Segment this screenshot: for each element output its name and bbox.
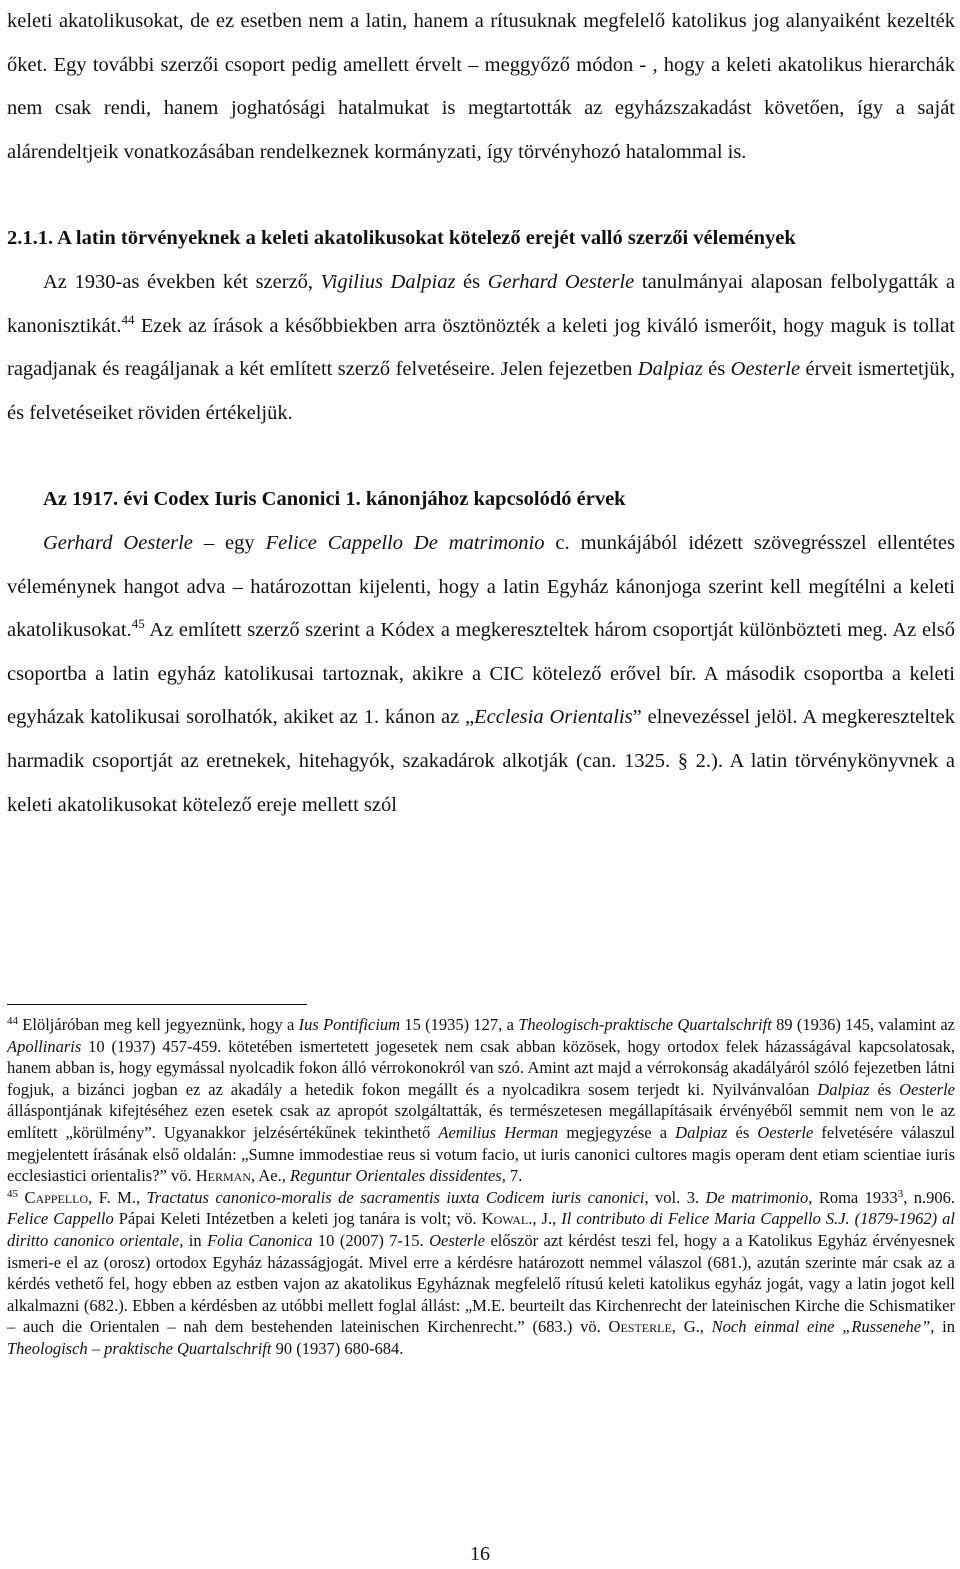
text-run: , Ae., <box>251 1166 290 1186</box>
text-run: Apollinaris <box>7 1036 82 1056</box>
text-run: és <box>702 358 731 381</box>
text-run: ., J., <box>528 1209 562 1229</box>
text-run: Oesterle <box>899 1079 956 1099</box>
author-name: Vigilius Dalpiaz <box>320 270 456 293</box>
text-run: 10 (2007) 7-15. <box>312 1230 430 1250</box>
text-run: és <box>869 1079 900 1099</box>
text-run: Ezek az írások a későbbiekben arra ösztönözték a keleti jog kiváló ismerőit, hogy maguk is tollat ragadjanak és reagáljanak a két említett szerző felvetéseire. Jelen fejezetben <box>7 314 955 381</box>
text-run: Folia Canonica <box>207 1230 313 1250</box>
text-run: 7. <box>505 1166 523 1186</box>
term: Ecclesia Orientalis <box>474 706 633 729</box>
text-run: Pápai Keleti Intézetben a keleti jog tanára is volt; vö. <box>113 1209 482 1229</box>
text-run: és <box>455 270 488 293</box>
text-run: felvetésére válaszul megjelentett írásának első oldalán: „Sumne immodestiae reus si votum facio, ut iuris canonici cultores magis operam dent etiam scientiae iuris ecclesiastici orientalis?” vö. <box>7 1122 956 1186</box>
text-run: Elöljáróban meg kell jegyeznünk, hogy a <box>18 1015 299 1034</box>
paragraph-section1 <box>7 261 955 435</box>
text-run: , vol. 3. <box>644 1187 706 1207</box>
document-page <box>7 0 955 827</box>
text-run: in <box>183 1230 208 1250</box>
text-run: Reguntur Orientales dissidentes, <box>290 1166 506 1186</box>
text-run: álláspontjának kifejtéséhez ezen esetek csak az apropót szolgáltatták, és természetesen megállapításaik érvényéből semmit nem von le az említett „körülmény”. Ugyanakkor jelzésértékűnek tekinthető <box>7 1101 955 1142</box>
text-run: Herman <box>195 1166 252 1186</box>
text-run: 15 (1935) 127, a <box>400 1015 519 1034</box>
text-run: Az 1930-as években két szerző, <box>43 270 321 293</box>
text-run: De matrimonio <box>705 1187 809 1207</box>
text-run: először azt kérdést teszi fel, hogy a a Katolikus Egyház érvényesnek ismeri-e el az (orosz) ortodox Egyház házasságjogát. Mivel erre a kérdésre határozott nemmel válaszol (681.), azután szerinte már csak az a kérdés vethető fel, hogy ebben az estben vajon az akatolikus Egyháznak megfelelő rítusú keleti katolikus egyház jogát, vagy a latin jogot kell alkalmazni (682.). Ebben a kérdésben az utóbbi mellett foglal állást: „M.E. beurteilt das Kirchenrecht der lateinischen Kirche die Schismatiker – auch die Orientalen – nah dem bestehenden lateinischen Kirchenrecht.” (683.) vö. <box>7 1230 955 1337</box>
paragraph-intro: keleti akatolikusokat, de ez esetben nem a latin, hanem a rítusuknak megfelelő katolikus jog alanyaiként kezelték őket. Egy további szerzői csoport pedig amellett érvelt – meggyőző módon - , hogy a keleti akatolikus hierarchák nem csak rendi, hanem joghatósági hatalmukat is megtartották az egyházszakadást követően, így a saját alárendeltjeik vonatkozásában rendelkeznek kormányzati, így törvényhozó hatalommal is. <box>7 10 955 163</box>
text-run: , Roma 1933 <box>808 1187 898 1207</box>
text-run: 90 (1937) 680-684. <box>271 1338 404 1358</box>
text-run: Felice Cappello <box>7 1209 114 1229</box>
text-run: tanulmányai alaposan felbolygatták a kanonisztikát. <box>7 270 956 337</box>
text-run: Theologisch – praktische Quartalschrift <box>7 1338 272 1358</box>
text-run: 10 (1937) 457-459. kötetében ismertetett jogesetek nem csak abban közösek, hogy ortodox felek házasságával kapcsolatosak, hanem abban is, hogy egymással nyolcadik fokon álló vérrokonokról van szó. Amint azt majd a vérrokonság akadályáról szóló fejezetben látni fogjuk, a bizánci jogban ez az akadály a hetedik fokon megállt és a nyolcadikra sosem terjedt ki. Nyilvánvalóan <box>7 1036 955 1099</box>
text-run: , n.906. <box>903 1187 956 1207</box>
footnote-44 <box>7 1014 955 1187</box>
text-run: c. munkájából idézett szövegrésszel ellentétes véleménynek hangot adva – határozottan kijelenti, hogy a latin Egyház kánonjoga szerint kell megítélni a keleti akatolikusokat. <box>7 531 955 642</box>
text-run: Aemilius Herman <box>438 1122 559 1142</box>
text-run: Noch einmal eine „Russenehe” <box>711 1317 931 1337</box>
text-run: 89 (1936) 145, valamint az <box>771 1015 955 1034</box>
author-name: Gerhard Oesterle <box>487 270 635 293</box>
section-heading-codex: Az 1917. évi Codex Iuris Canonici 1. kánonjához kapcsolódó érvek <box>43 488 626 511</box>
footnote-ref-44[interactable]: 44 <box>121 311 135 327</box>
text-run: Kowal <box>481 1209 529 1229</box>
paragraph-section2 <box>7 522 955 827</box>
text-run: – egy <box>192 531 266 554</box>
text-run: Il contributo di Felice Maria Cappello S.J. (1879-1962) al diritto canonico orientale, <box>7 1209 955 1250</box>
page-number: 16 <box>470 1543 490 1565</box>
author-name: Oesterle <box>730 358 801 381</box>
text-run: Oesterle <box>608 1317 672 1337</box>
text-run: Dalpiaz <box>675 1122 728 1142</box>
footnote-separator <box>7 1004 307 1005</box>
text-run: megjegyzése a <box>558 1122 676 1142</box>
edition-superscript: 3 <box>897 1187 904 1200</box>
text-run: Oesterle <box>429 1230 486 1250</box>
text-run: Theologisch-praktische Quartalschrift <box>518 1015 772 1034</box>
text-run: Oesterle <box>757 1122 814 1142</box>
text-run: , in <box>930 1317 955 1337</box>
footnote-ref-45[interactable]: 45 <box>131 616 145 632</box>
text-run: ” elnevezéssel jelöl. A megkereszteltek harmadik csoportját az eretnekek, hitehagyók, szakadárok alkotják (can. 1325. § 2.). A latin törvénykönyvnek a keleti akatolikusokat kötelező ereje mellett szól <box>7 706 955 816</box>
text-run: Az említett szerző szerint a Kódex a megkereszteltek három csoportját különbözteti meg. Az első csoportba a latin egyház katolikusai tartoznak, akikre a CIC kötelező erővel bír. A második csoportba a keleti egyházak katolikusai sorolhatók, akiket az 1. kánon az „ <box>7 619 955 729</box>
text-run: , G., <box>671 1317 712 1337</box>
text-run: érveit ismertetjük, és felvetéseiket röviden értékeljük. <box>7 358 955 424</box>
text-run: Tractatus canonico-moralis de sacramentis iuxta Codicem iuris canonici <box>146 1187 645 1207</box>
section-heading-2-1-1: 2.1.1. A latin törvényeknek a keleti akatolikusokat kötelező erejét valló szerzői vélemények <box>7 227 796 250</box>
footnotes <box>7 1014 955 1360</box>
author-name: Dalpiaz <box>637 358 703 381</box>
text-run: Cappello <box>24 1187 89 1207</box>
footnote-number: 44 <box>7 1015 18 1027</box>
text-run: Dalpiaz <box>817 1079 870 1099</box>
text-run: Ius Pontificium <box>298 1015 401 1034</box>
work-title: Felice Cappello De matrimonio <box>265 531 545 554</box>
text-run: , F. M., <box>88 1187 147 1207</box>
author-name: Gerhard Oesterle <box>43 531 193 554</box>
footnote-45 <box>7 1187 955 1360</box>
text-run: és <box>727 1122 758 1142</box>
footnote-number: 45 <box>7 1187 18 1200</box>
